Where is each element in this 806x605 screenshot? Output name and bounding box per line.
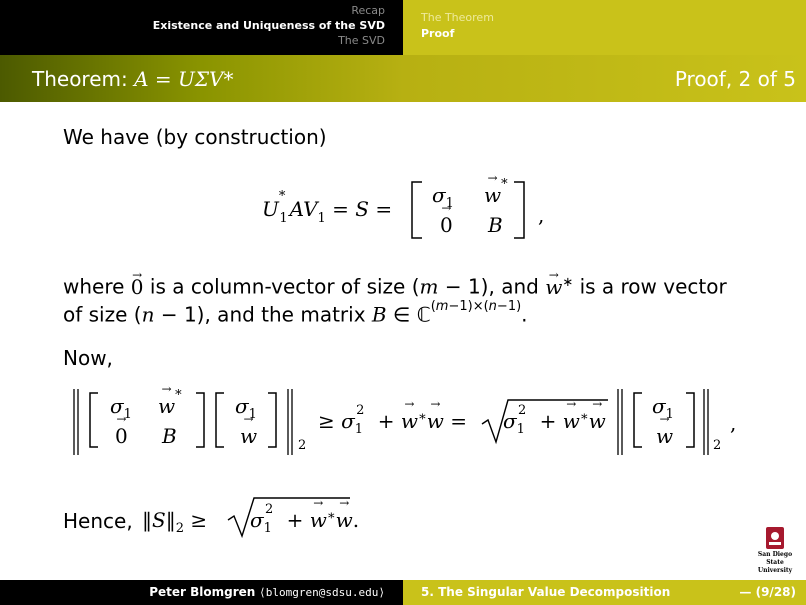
vector2-right-bracket bbox=[684, 392, 696, 448]
inequality-middle: ≥ $\sigma_1^2$ + → w∗→ w = bbox=[318, 409, 467, 433]
author-name: Peter Blomgren bbox=[149, 585, 256, 599]
norm-subscript-2: 2 bbox=[298, 438, 307, 453]
equation2-comma: , bbox=[730, 411, 737, 435]
big-matrix-b: B bbox=[162, 424, 177, 448]
norm-left-bars bbox=[72, 387, 84, 457]
subsection-nav bbox=[403, 0, 806, 55]
hence-label: Hence, bbox=[63, 509, 133, 533]
matrix-entry-zero: → 0 bbox=[440, 213, 453, 237]
frame-subtitle: Proof, 2 of 5 bbox=[674, 67, 796, 91]
footer-left bbox=[0, 580, 403, 605]
matrix-entry-wstar: → w* bbox=[484, 183, 508, 207]
vector-right-bracket bbox=[266, 392, 278, 448]
frame-title-bar bbox=[0, 55, 806, 102]
section-nav bbox=[0, 0, 403, 55]
sdsu-logo bbox=[752, 527, 798, 577]
footer-section-title: 5. The Singular Value Decomposition bbox=[421, 585, 671, 599]
frame-title-prefix: Theorem: bbox=[32, 67, 135, 91]
nav-item-the-svd[interactable]: The SVD bbox=[338, 34, 385, 47]
big-matrix-sigma1: $\sigma_1$ bbox=[110, 394, 132, 422]
vector-left-bracket bbox=[214, 392, 226, 448]
norm2-left-bars bbox=[616, 387, 628, 457]
hence-norm: $‖S‖_2$ ≥ bbox=[142, 508, 208, 536]
explanation-line-2: of size (n − 1), and the matrix B ∈ ℂ$^{(m-1)\times(n-1)}$. bbox=[63, 299, 528, 327]
big-matrix-left-bracket bbox=[88, 392, 100, 448]
sdsu-logo-text: San Diego State University bbox=[757, 551, 793, 574]
norm2-right-bars bbox=[700, 387, 712, 457]
sqrt-radicand: $\sigma_1^2$ + → w∗→ w bbox=[503, 409, 606, 433]
matrix-right-bracket bbox=[512, 181, 526, 239]
vector2-w: → w bbox=[656, 424, 673, 448]
author-email[interactable]: ⟨blomgren@sdsu.edu⟩ bbox=[259, 586, 385, 599]
matrix-entry-b: B bbox=[488, 213, 503, 237]
now-text: Now, bbox=[63, 346, 113, 370]
footer bbox=[0, 580, 806, 605]
intro-text: We have (by construction) bbox=[63, 125, 327, 149]
footer-right bbox=[403, 580, 806, 605]
vector-w: → w bbox=[240, 424, 257, 448]
vector2-left-bracket bbox=[632, 392, 644, 448]
equation-comma: , bbox=[538, 203, 545, 227]
big-matrix-right-bracket bbox=[194, 392, 206, 448]
matrix-left-bracket bbox=[410, 181, 424, 239]
vector2-sigma1: $\sigma_1$ bbox=[652, 394, 674, 422]
footer-page-number: — (9/28) bbox=[739, 585, 796, 599]
footer-author bbox=[149, 585, 385, 599]
nav-item-existence-uniqueness[interactable]: Existence and Uniqueness of the SVD bbox=[152, 19, 385, 32]
sdsu-logo-mark bbox=[766, 527, 784, 549]
matrix-entry-sigma1: $\sigma_1$ bbox=[432, 183, 454, 211]
frame-title-math: A = UΣV* bbox=[134, 67, 234, 91]
nav-item-proof[interactable]: Proof bbox=[421, 27, 455, 40]
equation-lhs: $U^*_1$ $AV_1 = S$ = bbox=[262, 189, 393, 226]
norm2-subscript-2: 2 bbox=[713, 438, 722, 453]
vector-sigma1: $\sigma_1$ bbox=[235, 394, 257, 422]
header-navigation bbox=[0, 0, 806, 55]
big-matrix-zero: → 0 bbox=[115, 424, 128, 448]
norm-right-bars bbox=[284, 387, 296, 457]
hence-radicand: $\sigma_1^2$ + → w∗→ w. bbox=[250, 508, 359, 532]
explanation-line-1: where → 0 is a column-vector of size (m − 1), and → w∗ is a row vector bbox=[63, 270, 727, 300]
nav-item-the-theorem[interactable]: The Theorem bbox=[421, 11, 494, 24]
frame-title bbox=[32, 67, 233, 91]
big-matrix-wstar: → w* bbox=[158, 394, 182, 418]
nav-item-recap[interactable]: Recap bbox=[351, 4, 385, 17]
